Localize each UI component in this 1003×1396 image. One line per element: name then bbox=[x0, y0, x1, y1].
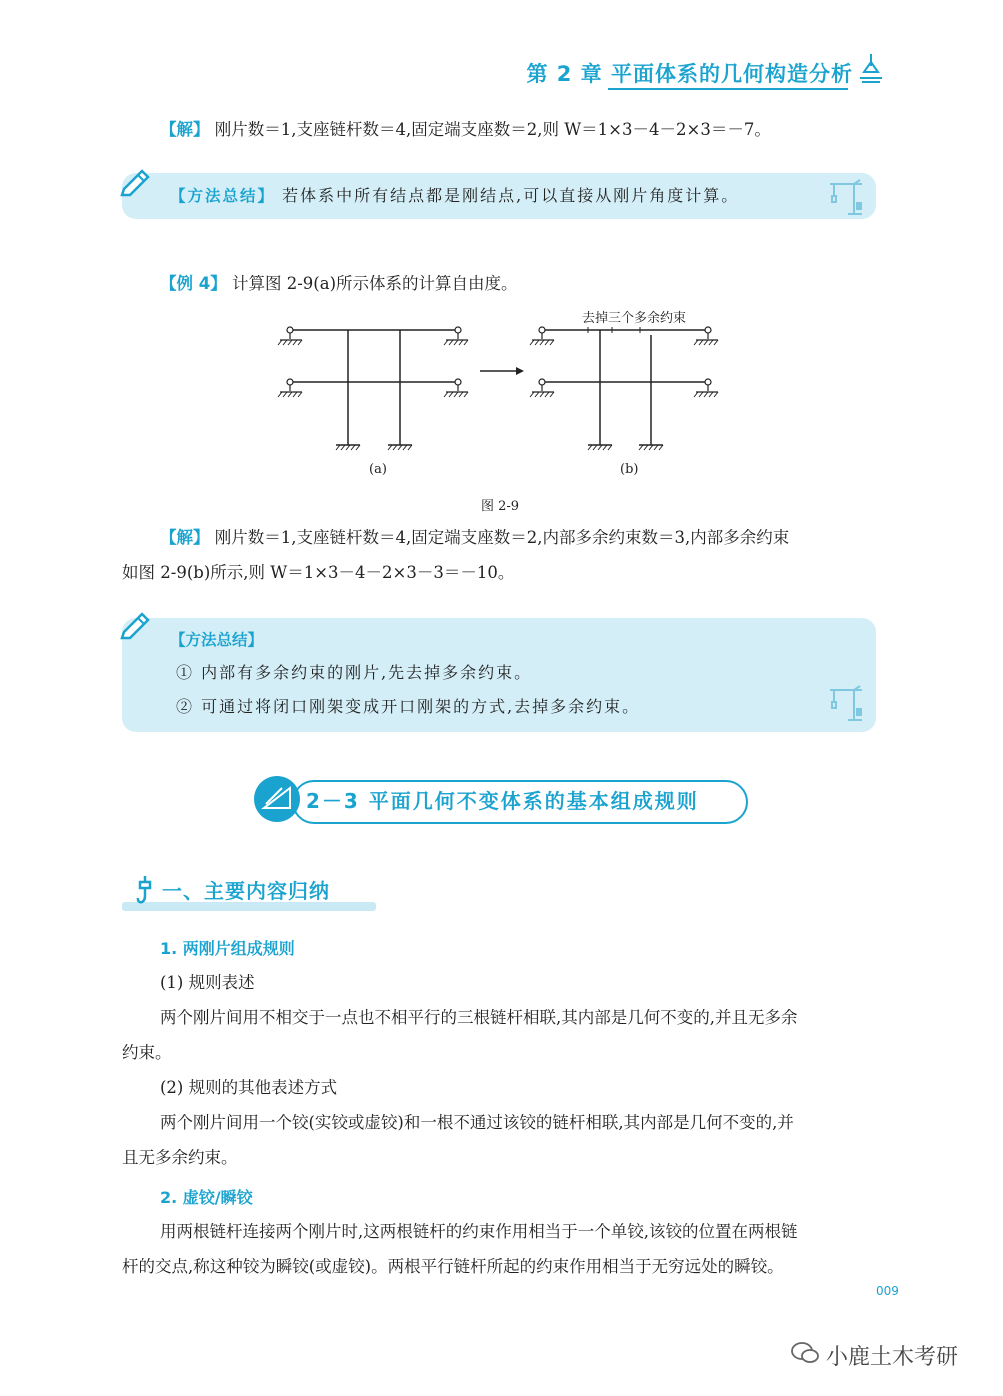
pencil-icon bbox=[118, 163, 152, 197]
ruler-compass-icon bbox=[252, 774, 302, 824]
paragraph-3-line-2: 杆的交点,称这种铰为瞬铰(或虚铰)。两根平行链杆所起的约束作用相当于无穷远处的瞬铰。 bbox=[122, 1257, 784, 1276]
heading-rule-statement: (1) 规则表述 bbox=[160, 973, 255, 992]
solution-tag: 【解】 bbox=[160, 528, 210, 547]
paragraph-1-line-1: 两个刚片间用不相交于一点也不相平行的三根链杆相联,其内部是几何不变的,并且无多余 bbox=[160, 1008, 798, 1027]
paragraph-2-line-1: 两个刚片间用一个铰(实铰或虚铰)和一根不通过该铰的链杆相联,其内部是几何不变的,并 bbox=[160, 1113, 794, 1132]
crane-icon bbox=[826, 178, 866, 216]
heading-other-statement: (2) 规则的其他表述方式 bbox=[160, 1078, 338, 1097]
paragraph-2-line-2: 且无多余约束。 bbox=[122, 1148, 238, 1167]
wechat-icon bbox=[790, 1340, 820, 1366]
section-title: 2－3 平面几何不变体系的基本组成规则 bbox=[306, 789, 699, 813]
figure-caption: 图 2-9 bbox=[481, 499, 520, 514]
method-summary-1 bbox=[170, 183, 739, 206]
subsection-title: 一、主要内容归纳 bbox=[162, 879, 330, 903]
chapter-title: 第 2 章 平面体系的几何构造分析 bbox=[526, 62, 853, 86]
arrow-right-icon bbox=[480, 367, 524, 375]
figure-label-a: (a) bbox=[369, 462, 387, 477]
method-text: 若体系中所有结点都是刚结点,可以直接从刚片角度计算。 bbox=[282, 186, 740, 205]
method-title: 【方法总结】 bbox=[170, 631, 264, 649]
solution-2-line-1 bbox=[160, 521, 789, 555]
heading-virtual-hinge: 2. 虚铰/瞬铰 bbox=[160, 1188, 253, 1207]
hook-icon bbox=[134, 874, 156, 908]
method-item-1: ① 内部有多余约束的刚片,先去掉多余约束。 bbox=[176, 663, 533, 682]
fixed-hatching bbox=[336, 445, 663, 450]
example-tag: 【例 4】 bbox=[160, 274, 227, 293]
ground-hatching bbox=[278, 340, 718, 397]
crane-hook-icon bbox=[858, 52, 884, 86]
solution-tag: 【解】 bbox=[160, 120, 210, 139]
heading-two-rigid-bodies: 1. 两刚片组成规则 bbox=[160, 939, 295, 958]
example-4 bbox=[160, 267, 518, 301]
page-number: 009 bbox=[876, 1284, 899, 1298]
figure-annotation: 去掉三个多余约束 bbox=[582, 311, 687, 326]
header-underline bbox=[608, 88, 848, 90]
figure-label-b: (b) bbox=[620, 462, 639, 477]
pencil-icon bbox=[118, 606, 152, 640]
method-item-2: ② 可通过将闭口刚架变成开口刚架的方式,去掉多余约束。 bbox=[176, 697, 641, 716]
solution-text: 刚片数＝1,支座链杆数＝4,固定端支座数＝2,内部多余约束数＝3,内部多余约束 bbox=[214, 528, 790, 547]
example-text: 计算图 2-9(a)所示体系的计算自由度。 bbox=[231, 274, 518, 293]
figure-2-9 bbox=[270, 305, 740, 485]
watermark: 小鹿土木考研 bbox=[826, 1345, 959, 1370]
method-title: 【方法总结】 bbox=[170, 187, 276, 205]
crane-icon bbox=[826, 684, 866, 722]
paragraph-3-line-1: 用两根链杆连接两个刚片时,这两根链杆的约束作用相当于一个单铰,该铰的位置在两根链 bbox=[160, 1222, 798, 1241]
solution-2-line-2: 如图 2-9(b)所示,则 W＝1×3－4－2×3－3＝－10。 bbox=[122, 563, 515, 582]
paragraph-1-line-2: 约束。 bbox=[122, 1043, 172, 1062]
solution-1 bbox=[160, 113, 771, 147]
solution-text: 刚片数＝1,支座链杆数＝4,固定端支座数＝2,则 W＝1×3－4－2×3＝－7。 bbox=[214, 120, 771, 139]
